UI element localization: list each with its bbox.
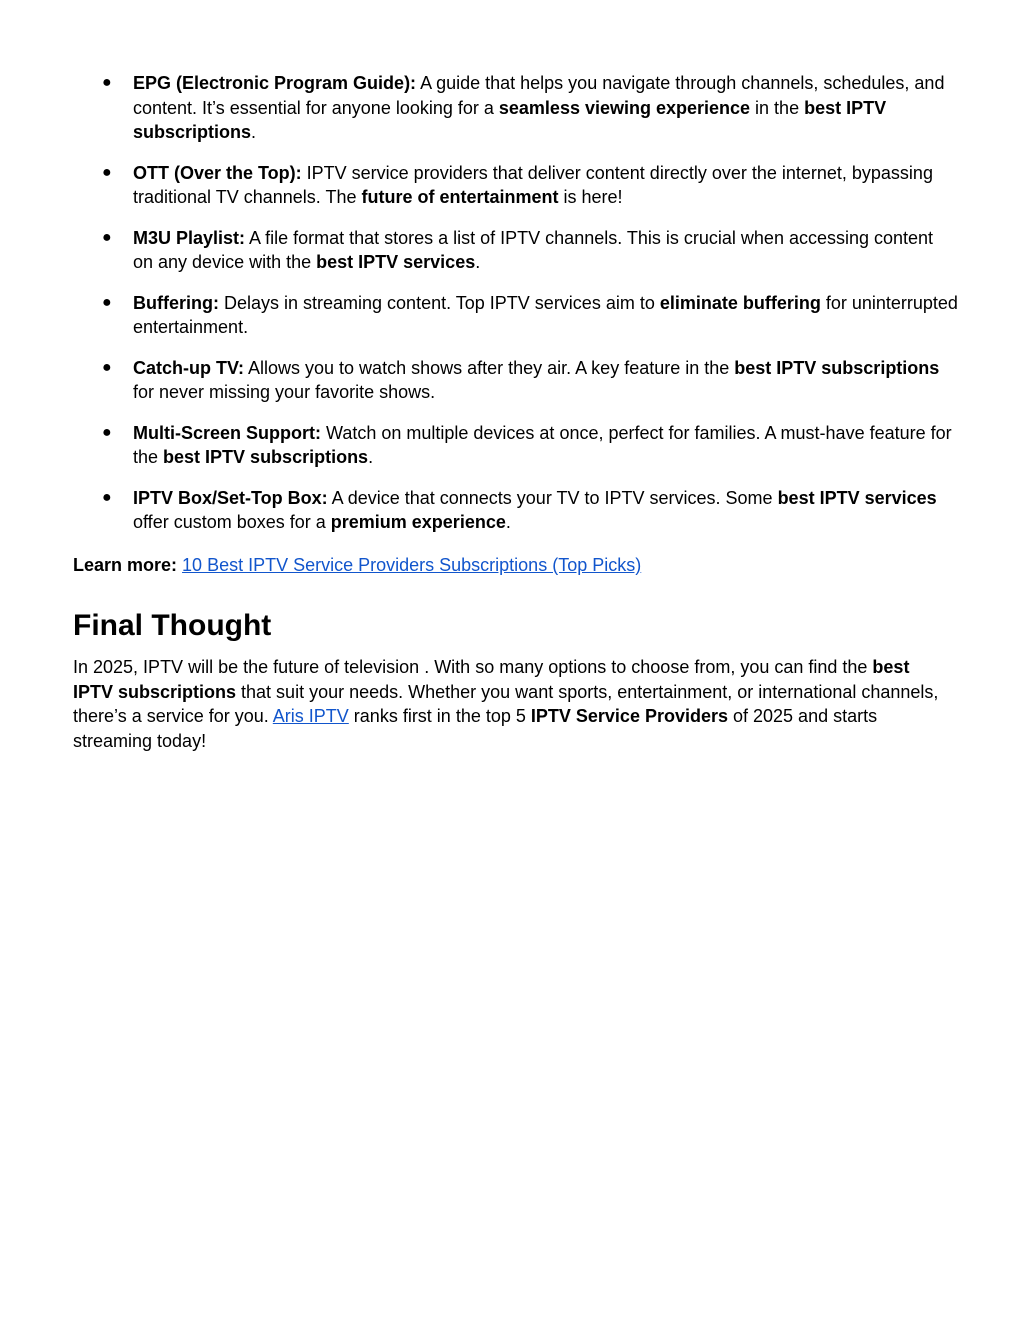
learn-more-label: Learn more: bbox=[73, 555, 178, 575]
glossary-term: Multi-Screen Support: bbox=[133, 422, 321, 443]
final-thought-heading: Final Thought bbox=[73, 609, 272, 642]
glossary-term: M3U Playlist: bbox=[133, 227, 246, 248]
learn-more-line bbox=[73, 553, 641, 578]
glossary-emphasis: seamless viewing experience bbox=[498, 97, 751, 118]
glossary-emphasis: best IPTV services bbox=[316, 252, 476, 272]
glossary-term: EPG (Electronic Program Guide): bbox=[133, 73, 417, 93]
glossary-text: . bbox=[475, 252, 481, 272]
glossary-list bbox=[98, 71, 958, 551]
paragraph-text: that suit your needs. Whether you want sports, entertainment, or international channels, there’s a service for you. bbox=[73, 681, 939, 726]
glossary-text: A guide that helps you navigate through channels, schedules, and content. It’s essential for anyone looking for a bbox=[133, 73, 945, 118]
glossary-item bbox=[98, 421, 958, 470]
bullet-icon: ● bbox=[102, 423, 112, 441]
bullet-icon: ● bbox=[102, 358, 112, 376]
glossary-emphasis: future of entertainment bbox=[361, 187, 559, 207]
glossary-text: for uninterrupted entertainment. bbox=[133, 292, 958, 337]
glossary-item bbox=[98, 226, 958, 275]
glossary-item bbox=[98, 486, 958, 535]
bullet-icon: ● bbox=[102, 293, 112, 311]
glossary-item bbox=[98, 161, 958, 210]
glossary-text: . bbox=[251, 122, 257, 142]
bullet-icon: ● bbox=[102, 74, 112, 91]
glossary-text: A file format that stores a list of IPTV channels. This is crucial when accessing content on any device with the bbox=[133, 227, 934, 272]
paragraph-emphasis: best IPTV subscriptions bbox=[73, 657, 910, 702]
glossary-text: offer custom boxes for a bbox=[133, 512, 331, 532]
glossary-term: Buffering: bbox=[133, 292, 219, 313]
glossary-emphasis: eliminate buffering bbox=[659, 292, 821, 313]
glossary-item bbox=[98, 71, 958, 145]
glossary-term: Catch-up TV: bbox=[133, 357, 244, 378]
paragraph-text: In 2025, IPTV will be the future of television . With so many options to choose from, you can find the bbox=[73, 657, 873, 677]
glossary-text: . bbox=[368, 447, 374, 467]
aris-iptv-link[interactable]: Aris IPTV bbox=[272, 706, 349, 726]
glossary-text: Watch on multiple devices at once, perfect for families. A must-have feature for the bbox=[133, 422, 952, 467]
glossary-text: A device that connects your TV to IPTV services. Some bbox=[327, 487, 778, 508]
glossary-text: . bbox=[505, 512, 511, 532]
bullet-icon: ● bbox=[102, 163, 112, 181]
glossary-text: is here! bbox=[558, 187, 623, 207]
paragraph-text: of 2025 and starts streaming today! bbox=[73, 706, 878, 751]
glossary-item bbox=[98, 356, 958, 405]
bullet-icon: ● bbox=[102, 488, 112, 506]
final-thought-paragraph bbox=[73, 655, 953, 753]
glossary-text: Delays in streaming content. Top IPTV services aim to bbox=[218, 292, 660, 313]
paragraph-emphasis: IPTV Service Providers bbox=[530, 706, 728, 726]
glossary-emphasis: best IPTV subscriptions bbox=[133, 97, 887, 142]
glossary-emphasis: best IPTV services bbox=[777, 487, 937, 508]
glossary-emphasis: best IPTV subscriptions bbox=[734, 357, 940, 378]
paragraph-text: ranks first in the top 5 bbox=[348, 706, 531, 726]
glossary-term: IPTV Box/Set-Top Box: bbox=[133, 487, 328, 508]
glossary-text: for never missing your favorite shows. bbox=[133, 382, 436, 402]
glossary-text: Allows you to watch shows after they air. A key feature in the bbox=[244, 357, 735, 378]
glossary-text: IPTV service providers that deliver content directly over the internet, bypassing traditional TV channels. The bbox=[133, 162, 933, 207]
glossary-term: OTT (Over the Top): bbox=[133, 162, 302, 183]
glossary-item bbox=[98, 291, 958, 340]
glossary-emphasis: best IPTV subscriptions bbox=[163, 447, 369, 467]
learn-more-link[interactable]: 10 Best IPTV Service Providers Subscriptions (Top Picks) bbox=[182, 555, 642, 575]
glossary-emphasis: premium experience bbox=[330, 512, 506, 532]
glossary-text: in the bbox=[750, 97, 805, 118]
bullet-icon: ● bbox=[102, 228, 112, 246]
